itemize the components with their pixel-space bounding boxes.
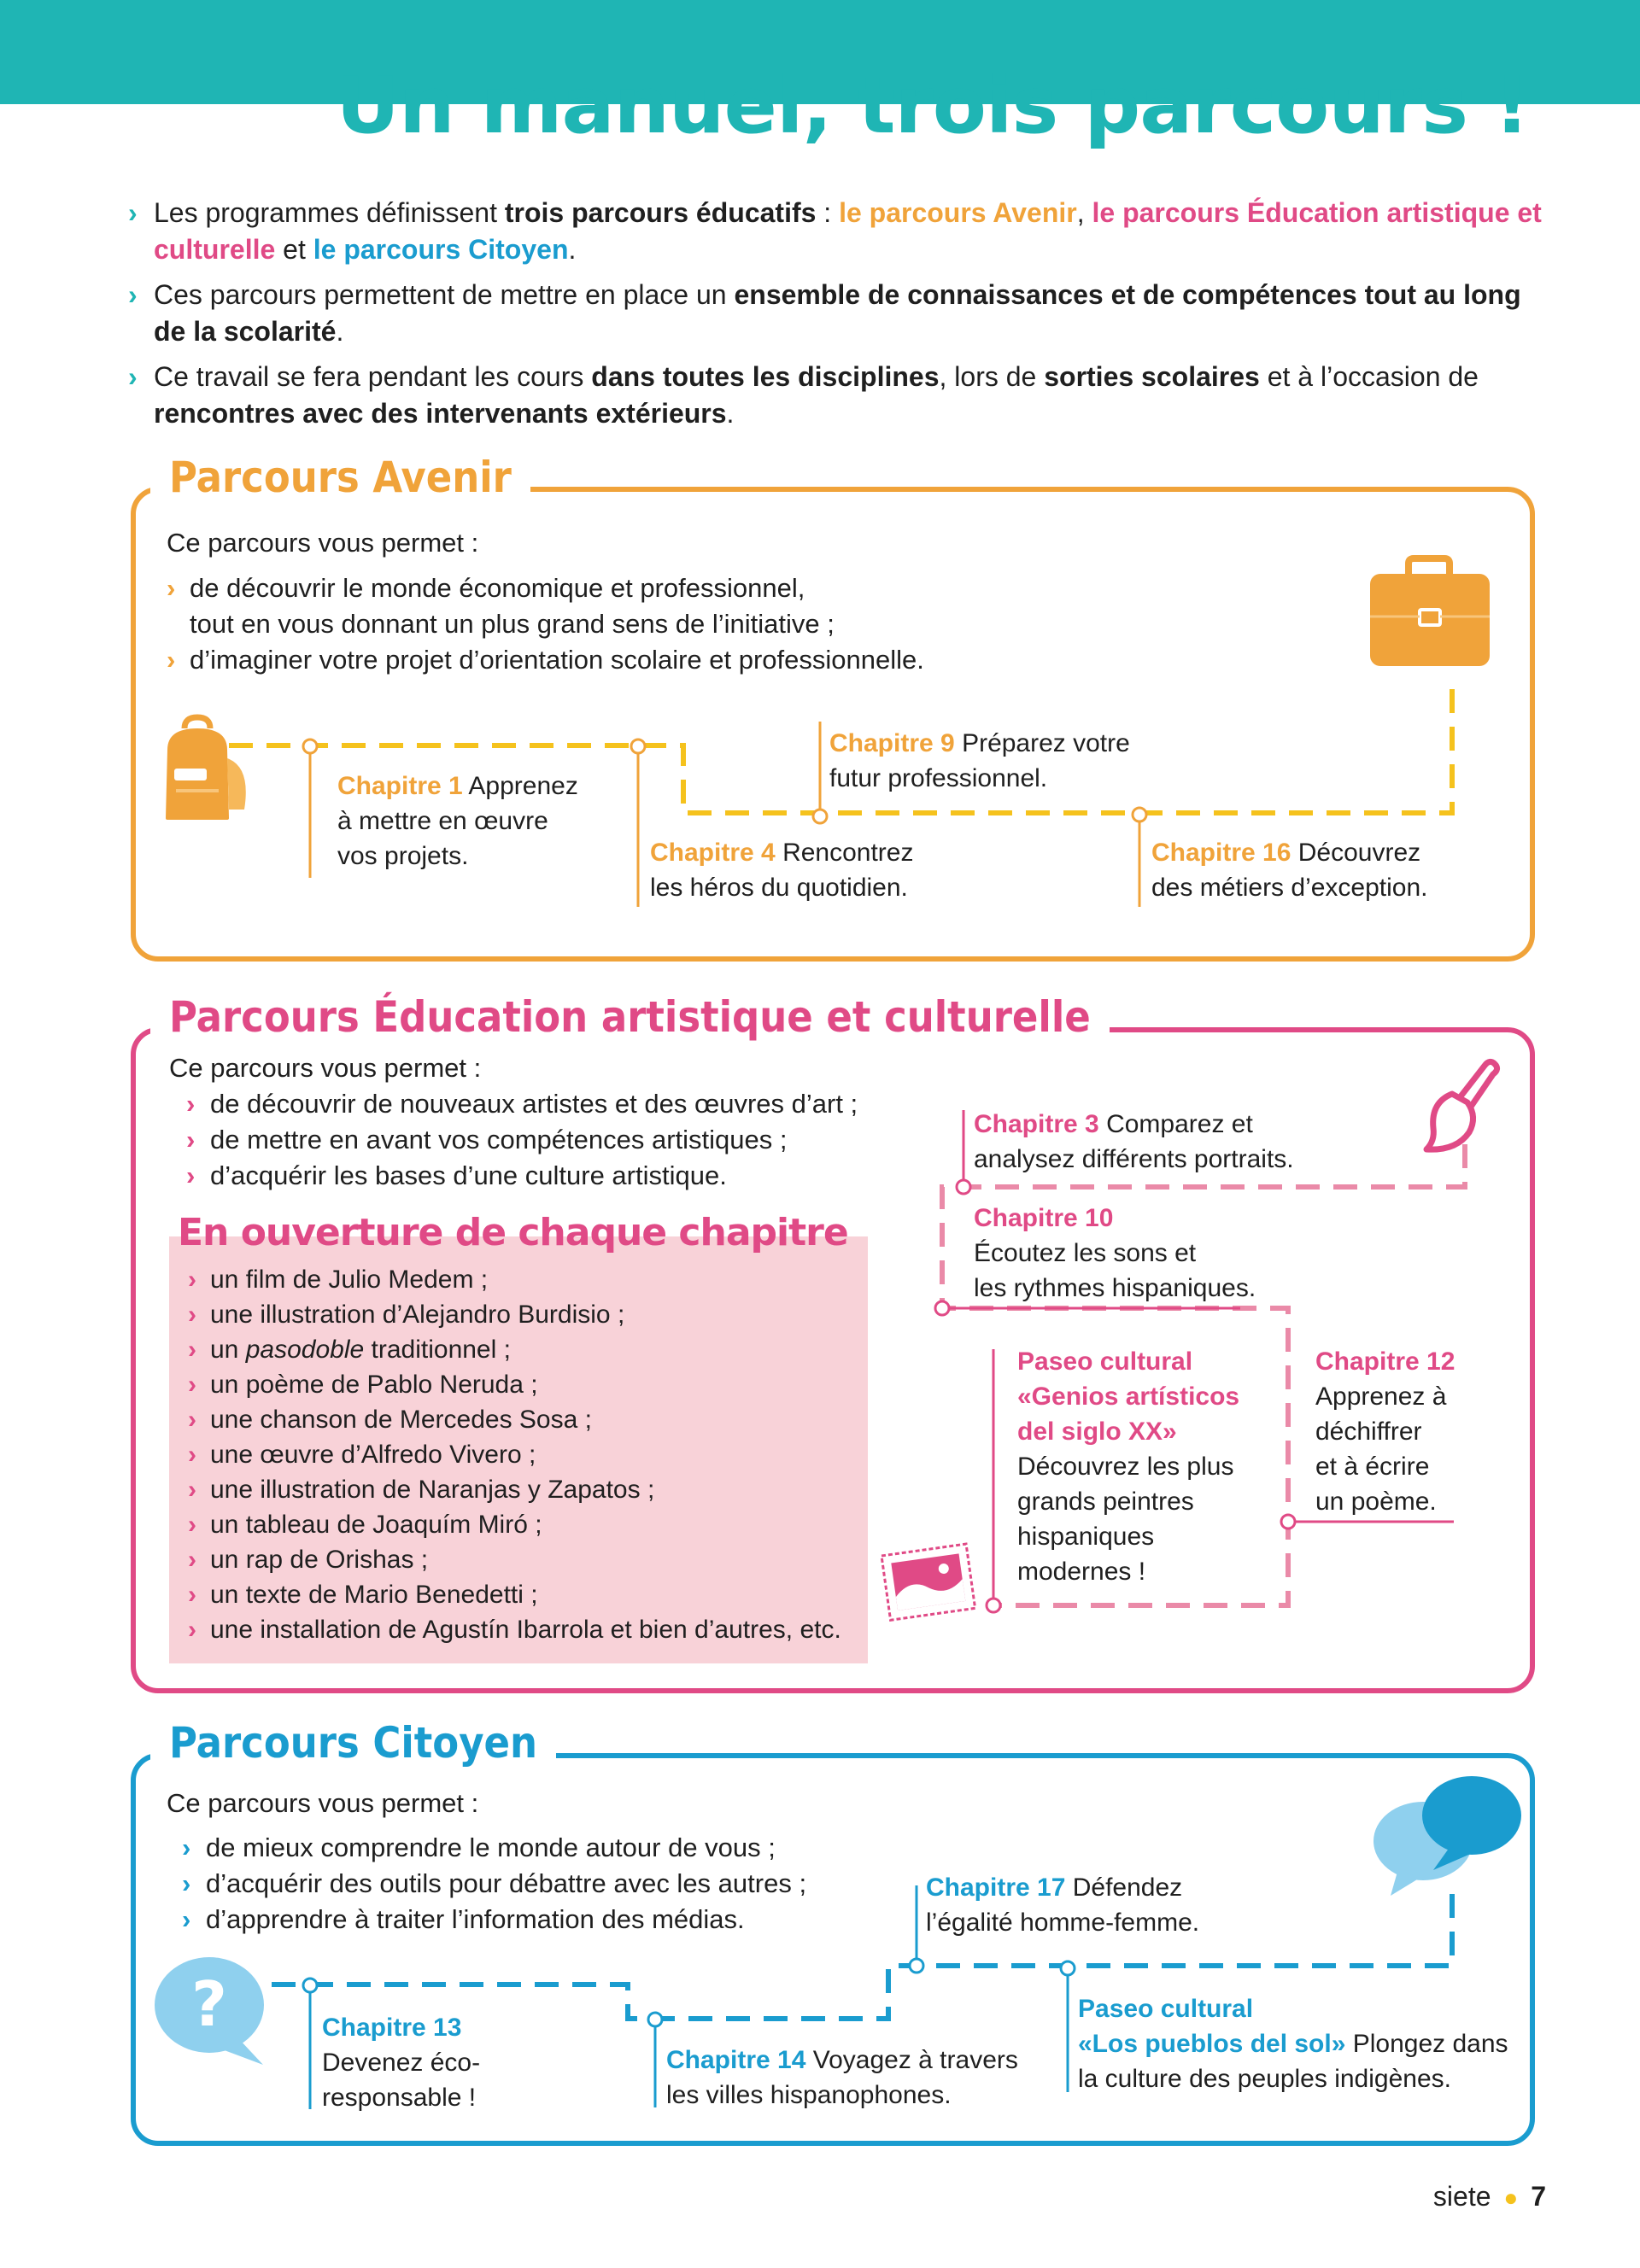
eac-title: Parcours Éducation artistique et culturelle: [150, 996, 1110, 1038]
list-item: › d’imaginer votre projet d’orientation scolaire et professionnelle.: [167, 645, 924, 675]
path-node: [1061, 1961, 1075, 1975]
intro-text-run: Ce travail se fera pendant les cours: [154, 361, 592, 392]
intro-text-run: , lors de: [939, 361, 1045, 392]
item-text: un poème de Pablo Neruda ;: [210, 1371, 538, 1399]
item-text: une illustration de Naranjas y Zapatos ;: [210, 1476, 655, 1504]
intro-text-run: et à l’occasion de: [1259, 361, 1479, 392]
intro-text-run: Ces parcours permettent de mettre en place un: [154, 279, 735, 310]
chapter-13: Chapitre 13 Devenez éco- responsable !: [322, 2014, 481, 2112]
list-item: › de mettre en avant vos compétences artistiques ;: [186, 1125, 788, 1154]
citoyen-title: Parcours Citoyen: [150, 1721, 556, 1764]
list-item: › d’apprendre à traiter l’information des médias.: [182, 1904, 745, 1934]
page-number: [1433, 2181, 1546, 2212]
chapter-1: Chapitre 1 Apprenez à mettre en œuvre vos projets.: [337, 772, 578, 870]
avenir-title: Parcours Avenir: [150, 456, 530, 499]
path-node: [648, 2013, 662, 2026]
page-num: 7: [1531, 2181, 1546, 2212]
speech-bubbles-icon: [1374, 1776, 1521, 1896]
item-text: traditionnel ;: [364, 1336, 511, 1364]
item-text: une œuvre d’Alfredo Vivero ;: [210, 1441, 536, 1469]
page-word: siete: [1432, 2181, 1491, 2212]
list-item: › de mieux comprendre le monde autour de vous ;: [182, 1833, 776, 1862]
chevron-icon: ›: [188, 1406, 196, 1434]
intro-text-run: .: [336, 316, 344, 347]
chevron-icon: ›: [188, 1581, 196, 1609]
chevron-icon: ›: [188, 1546, 196, 1574]
svg-text:?: ?: [191, 1968, 227, 2040]
item-text: une chanson de Mercedes Sosa ;: [210, 1406, 592, 1434]
intro-text-run: .: [726, 398, 735, 429]
item-text: une installation de Agustín Ibarrola et bien d’autres, etc.: [210, 1616, 841, 1644]
chapter-12: Chapitre 12 Apprenez à déchiffrer et à écrire un poème.: [1315, 1347, 1456, 1516]
path-node: [910, 1959, 923, 1973]
chevron-icon: ›: [188, 1441, 196, 1469]
list-item: › de découvrir de nouveaux artistes et des œuvres d’art ;: [186, 1089, 858, 1119]
intro-text-run: et: [275, 234, 313, 265]
list-item: › d’acquérir les bases d’une culture artistique.: [186, 1160, 727, 1190]
citoyen-lead: Ce parcours vous permet :: [167, 1788, 479, 1818]
chapter-4: Chapitre 4 Rencontrez les héros du quotidien.: [650, 839, 914, 902]
chevron-icon: ›: [188, 1616, 196, 1644]
eac-lead: Ce parcours vous permet :: [169, 1053, 482, 1083]
paseo-cultural-genios: Paseo cultural «Genios artísticos del siglo XX» Découvrez les plus grands peintres hispaniques modernes !: [1017, 1347, 1240, 1586]
intro-text-run: le parcours Éducation artistique et culturelle: [154, 197, 1542, 265]
intro-item: › Ces parcours permettent de mettre en place un ensemble de connaissances et de compétences tout au long de la scolarité.: [128, 279, 1521, 347]
item-text: un rap de Orishas ;: [210, 1546, 429, 1574]
chapter-10: Chapitre 10 Écoutez les sons et les rythmes hispaniques.: [974, 1204, 1256, 1302]
intro-text-run: .: [568, 234, 577, 265]
chapter-3: Chapitre 3 Comparez et analysez différents portraits.: [974, 1110, 1294, 1173]
intro-text-run: Les programmes définissent: [154, 197, 505, 228]
intro-item: › Ce travail se fera pendant les cours dans toutes les disciplines, lors de sorties scolaires et à l’occasion de rencontres avec des intervenants extérieurs.: [128, 361, 1479, 429]
avenir-lead: Ce parcours vous permet :: [167, 528, 479, 558]
intro-text-run: ,: [1076, 197, 1092, 228]
intro-text-run: le parcours Avenir: [839, 197, 1077, 228]
chapter-14: Chapitre 14 Voyagez à travers les villes hispanophones.: [666, 2046, 1018, 2109]
chevron-icon: ›: [188, 1336, 196, 1364]
chapter-9: Chapitre 9 Préparez votre futur professionnel.: [829, 729, 1130, 792]
intro-text-run: dans toutes les disciplines: [591, 361, 940, 392]
chevron-icon: ›: [188, 1371, 196, 1399]
item-text: un film de Julio Medem ;: [210, 1266, 489, 1294]
intro-text-run: trois parcours éducatifs: [504, 197, 817, 228]
intro-text-run: rencontres avec des intervenants extérieurs: [154, 398, 727, 429]
list-item: › d’acquérir des outils pour débattre avec les autres ;: [182, 1868, 807, 1898]
intro-text-run: ensemble de connaissances et de compétences tout au long de la scolarité: [154, 279, 1521, 347]
intro-text-run: le parcours Citoyen: [313, 234, 569, 265]
ouverture-title: En ouverture de chaque chapitre: [178, 1211, 848, 1254]
chevron-icon: ›: [188, 1301, 196, 1329]
path-node: [303, 1979, 317, 1992]
chevron-icon: ›: [188, 1476, 196, 1504]
chapter-16: Chapitre 16 Découvrez des métiers d’exception.: [1151, 839, 1428, 902]
intro-item: › Les programmes définissent trois parcours éducatifs : le parcours Avenir, le parcours Éducation artistique et culturelle et le parcours Citoyen.: [128, 197, 1542, 265]
item-italic: pasodoble: [245, 1336, 365, 1364]
item-text: un: [210, 1336, 246, 1364]
item-text: un texte de Mario Benedetti ;: [210, 1581, 538, 1609]
item-text: une illustration d’Alejandro Burdisio ;: [210, 1301, 625, 1329]
page-title: Un manuel, trois parcours !: [336, 60, 1529, 151]
chapter-17: Chapitre 17 Défendez l’égalité homme-femme.: [926, 1873, 1200, 1937]
paseo-cultural-pueblos: Paseo cultural «Los pueblos del sol» Plongez dans la culture des peuples indigènes.: [1078, 1995, 1508, 2093]
intro-text-run: :: [816, 197, 840, 228]
intro-text-run: sorties scolaires: [1044, 361, 1260, 392]
chevron-icon: ›: [188, 1266, 196, 1294]
list-item: tout en vous donnant un plus grand sens de l’initiative ;: [190, 609, 835, 639]
item-text: un tableau de Joaquím Miró ;: [210, 1511, 542, 1539]
list-item: › de découvrir le monde économique et professionnel,: [167, 573, 805, 603]
question-bubble-icon: [155, 1957, 264, 2065]
bullet-dot: ●: [1503, 2184, 1519, 2211]
chevron-icon: ›: [188, 1511, 196, 1539]
